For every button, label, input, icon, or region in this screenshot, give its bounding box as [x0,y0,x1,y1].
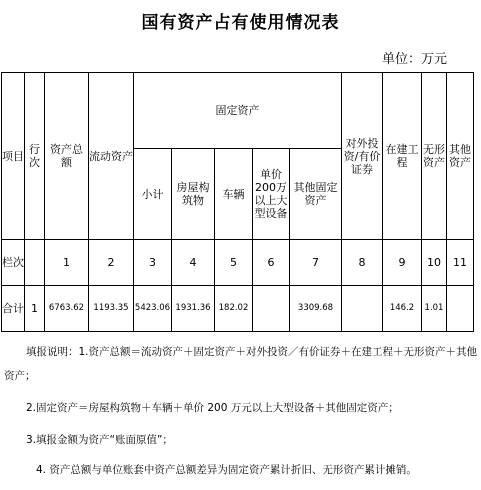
filling-notes [4,340,478,482]
column-index: 8 [342,240,383,286]
column-row-cell [25,240,45,286]
note-3: 3.填报金额为资产“账面原值”； [26,434,173,446]
header-current: 流动资产 [89,73,134,240]
note-4: 4. 资产总额与单位账套中资产总额差异为固定资产累计折旧、无形资产累计摊销。 [36,464,417,476]
column-index: 4 [172,240,215,286]
table-row-total [2,286,474,332]
column-index: 1 [45,240,89,286]
header-other-fixed: 其他固定资产 [290,149,342,240]
column-row-label: 栏次 [2,240,25,286]
asset-table [1,72,474,332]
header-fixed: 固定资产 [134,73,342,149]
total-cell-vehicle: 182.02 [215,286,253,332]
header-investment: 对外投资/有价证券 [342,73,383,240]
total-cell-other-fixed: 3309.68 [290,286,342,332]
column-index: 3 [134,240,172,286]
column-index: 7 [290,240,342,286]
column-index: 9 [383,240,422,286]
total-cell-intangible: 1.01 [422,286,447,332]
header-row-no: 行次 [25,73,45,240]
column-index: 5 [215,240,253,286]
note-2: 2.固定资产＝房屋构筑物＋车辆＋单价 200 万元以上大型设备＋其他固定资产； [26,402,399,414]
column-index: 2 [89,240,134,286]
note-1: 填报说明：1.资产总额＝流动资产＋固定资产＋对外投资／有价证券＋在建工程＋无形资产＋其他资产； [4,346,478,382]
header-other: 其他资产 [447,73,474,240]
header-intangible: 无形资产 [422,73,447,240]
header-construction: 在建工程 [383,73,422,240]
header-equipment: 单价200万以上大型设备 [253,149,290,240]
total-cell-building: 1931.36 [172,286,215,332]
total-cell-equipment [253,286,290,332]
header-building: 房屋构筑物 [172,149,215,240]
total-cell-current: 1193.35 [89,286,134,332]
total-row-label: 合计 [2,286,25,332]
unit-label: 单位：万元 [381,52,447,67]
header-vehicle: 车辆 [215,149,253,240]
header-subtotal: 小计 [134,149,172,240]
total-cell-other [447,286,474,332]
column-index: 10 [422,240,447,286]
total-cell-subtotal: 5423.06 [134,286,172,332]
column-index: 11 [447,240,474,286]
column-index: 6 [253,240,290,286]
total-cell-total: 6763.62 [45,286,89,332]
total-cell-construction: 146.2 [383,286,422,332]
page-title: 国有资产占有使用情况表 [141,13,340,33]
header-item: 项目 [2,73,25,240]
total-cell-investment [342,286,383,332]
total-row-no: 1 [25,286,45,332]
header-total: 资产总额 [45,73,89,240]
